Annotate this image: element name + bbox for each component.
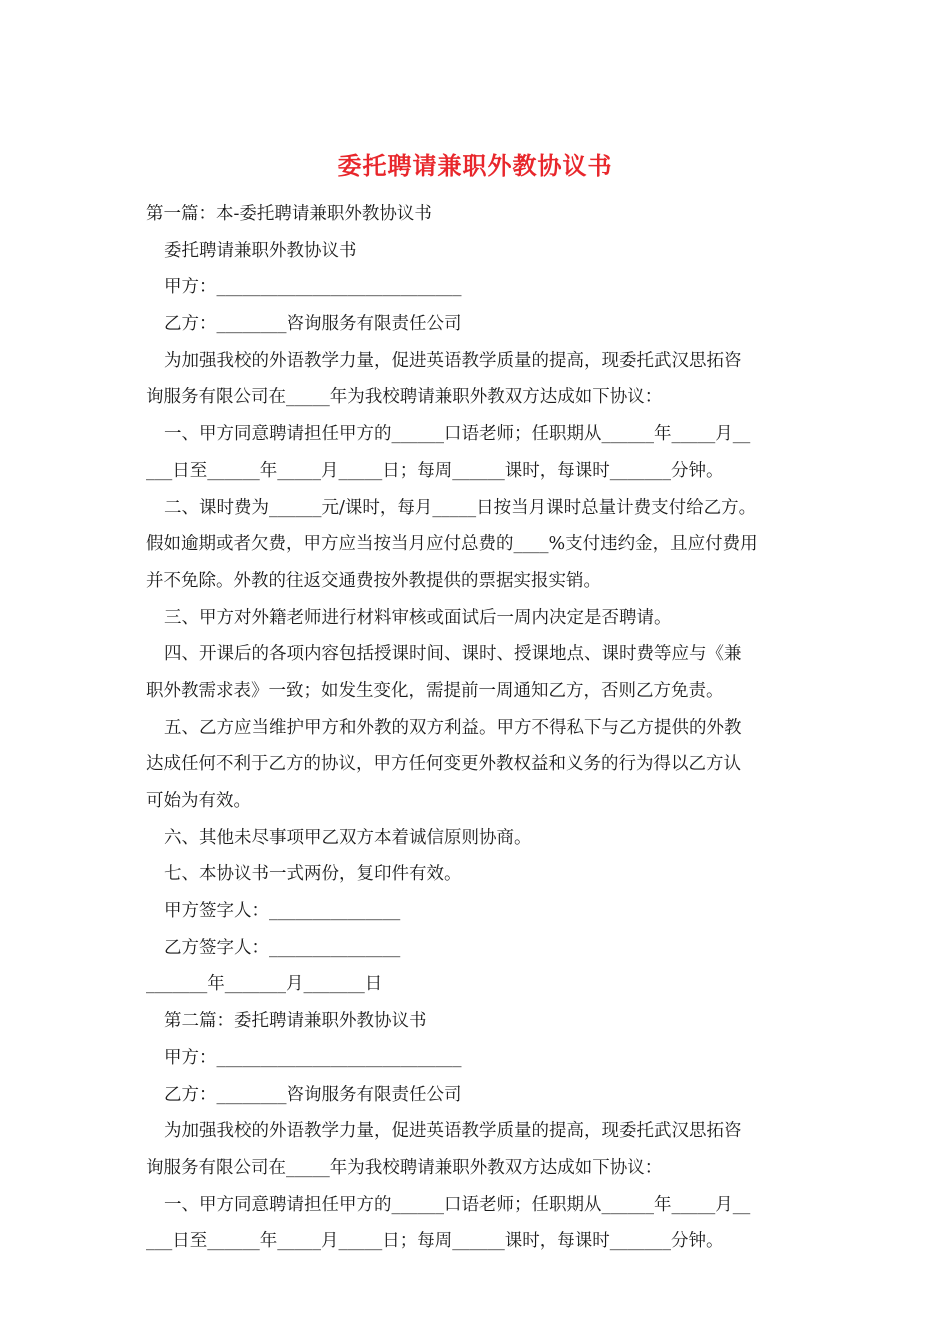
clause-1-line: 一、甲方同意聘请担任甲方的______口语老师；任职期从______年_____月__	[164, 424, 751, 445]
party-b-signature-line: 乙方签字人：_______________	[164, 937, 401, 958]
clause-6-line: 六、其他未尽事项甲乙双方本着诚信原则协商。	[164, 827, 532, 848]
party-b-line: 乙方：________咨询服务有限责任公司	[164, 1084, 462, 1105]
clause-2-line: 并不免除。外教的往返交通费按外教提供的票据实报实销。	[146, 570, 601, 591]
agreement-subtitle: 委托聘请兼职外教协议书	[164, 240, 357, 261]
section-heading-1: 第一篇：本-委托聘请兼职外教协议书	[146, 204, 432, 224]
clause-1-line: 一、甲方同意聘请担任甲方的______口语老师；任职期从______年_____月__	[164, 1194, 751, 1215]
paragraph-line: 询服务有限公司在_____年为我校聘请兼职外教双方达成如下协议：	[146, 1157, 663, 1178]
paragraph-line: 为加强我校的外语教学力量，促进英语教学质量的提高，现委托武汉思拓咨	[164, 1121, 742, 1142]
section-heading-2: 第二篇：委托聘请兼职外教协议书	[164, 1011, 427, 1032]
party-a-line: 甲方：____________________________	[164, 277, 462, 298]
party-a-line: 甲方：____________________________	[164, 1047, 462, 1068]
clause-1-line: ___日至______年_____月_____日；每周______课时，每课时_______分钟。	[146, 1231, 724, 1252]
document-body	[146, 196, 810, 1260]
clause-7-line: 七、本协议书一式两份，复印件有效。	[164, 864, 462, 885]
paragraph-line: 询服务有限公司在_____年为我校聘请兼职外教双方达成如下协议：	[146, 387, 663, 408]
document-title: 委托聘请兼职外教协议书	[337, 151, 613, 180]
clause-5-line: 五、乙方应当维护甲方和外教的双方利益。甲方不得私下与乙方提供的外教	[164, 717, 742, 738]
date-line: _______年_______月_______日	[146, 974, 383, 995]
clause-5-line: 达成任何不利于乙方的协议，甲方任何变更外教权益和义务的行为得以乙方认	[146, 754, 741, 775]
party-b-line: 乙方：________咨询服务有限责任公司	[164, 314, 462, 335]
clause-2-line: 二、课时费为______元/课时，每月_____日按当月课时总量计费支付给乙方。	[164, 497, 757, 518]
paragraph-line: 为加强我校的外语教学力量，促进英语教学质量的提高，现委托武汉思拓咨	[164, 350, 742, 371]
party-a-signature-line: 甲方签字人：_______________	[164, 901, 401, 922]
clause-2-line: 假如逾期或者欠费，甲方应当按当月应付总费的____%支付违约金，且应付费用	[146, 534, 758, 555]
clause-4-line: 职外教需求表》一致；如发生变化，需提前一周通知乙方，否则乙方免责。	[146, 680, 724, 701]
clause-5-line: 可始为有效。	[146, 791, 251, 811]
clause-1-line: ___日至______年_____月_____日；每周______课时，每课时_______分钟。	[146, 460, 724, 481]
clause-4-line: 四、开课后的各项内容包括授课时间、课时、授课地点、课时费等应与《兼	[164, 644, 742, 665]
clause-3-line: 三、甲方对外籍老师进行材料审核或面试后一周内决定是否聘请。	[164, 607, 672, 628]
